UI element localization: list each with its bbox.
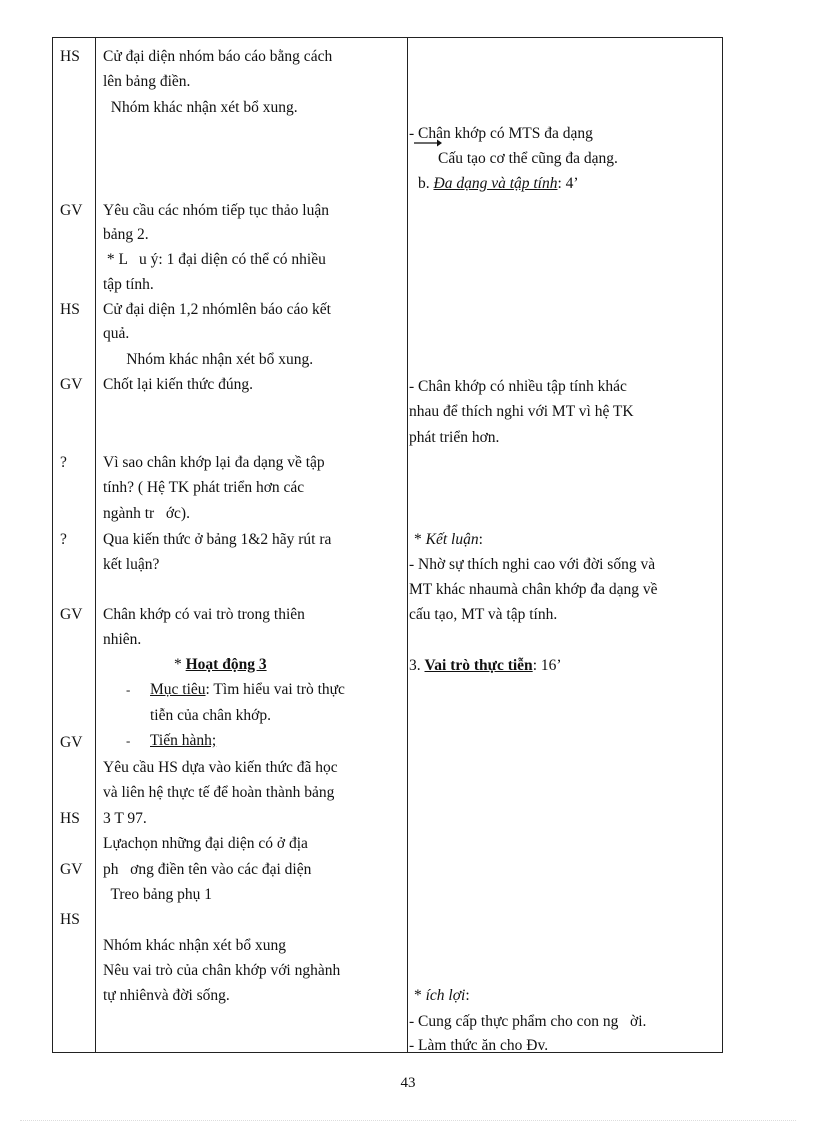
activity-text: Lựachọn những đại diện có ở địa	[103, 835, 308, 852]
subheading-suffix: : 16’	[532, 657, 562, 674]
colon-mark: :	[465, 987, 470, 1004]
content-text: cấu tạo, MT và tập tính.	[409, 606, 558, 623]
content-text: - Làm thức ăn cho Đv.	[409, 1037, 549, 1052]
page-number: 43	[400, 1075, 416, 1091]
objective-text: : Tìm hiểu vai trò thực	[205, 681, 345, 698]
procedure-label: Tiến hành;	[150, 732, 217, 749]
activity-text: lên bảng điền.	[103, 73, 191, 90]
column-divider-2	[407, 38, 408, 1052]
role-label: GV	[60, 202, 83, 219]
content-text: phát triển hơn.	[409, 429, 500, 446]
activity-text: ph ơng điền tên vào các đại diện	[103, 861, 312, 878]
activity-text: Nhóm khác nhận xét bổ xung.	[103, 351, 314, 368]
activity-text: Chân khớp có vai trò trong thiên	[103, 606, 305, 623]
role-label: ?	[60, 454, 67, 471]
content-text: - Cung cấp thực phẩm cho con ng ời.	[409, 1013, 647, 1030]
subheading-prefix: b.	[418, 175, 434, 192]
subheading-suffix: : 4’	[557, 175, 579, 192]
role-label: HS	[60, 810, 80, 827]
star-mark: *	[414, 987, 422, 1004]
activity-text: Nhóm khác nhận xét bổ xung	[103, 937, 286, 954]
role-label: GV	[60, 376, 83, 393]
activity-text: Nhóm khác nhận xét bổ xung.	[103, 99, 298, 116]
activity-text: tập tính.	[103, 276, 154, 293]
role-label: GV	[60, 734, 83, 751]
activity-heading-title: Hoạt động 3	[185, 656, 267, 673]
activity-text: Treo bảng phụ 1	[103, 886, 212, 903]
role-label: HS	[60, 48, 80, 65]
role-label: GV	[60, 606, 83, 623]
content-text: - Chân khớp có MTS đa dạng	[409, 125, 593, 142]
content-text: Cấu tạo cơ thể cũng đa dạng.	[438, 150, 618, 167]
activity-objective	[150, 678, 345, 703]
activity-text: tính? ( Hệ TK phát triển hơn các	[103, 479, 305, 496]
conclusion-heading	[414, 528, 483, 553]
bullet-dash: -	[126, 733, 131, 748]
benefit-heading	[414, 984, 470, 1009]
content-text: - Chân khớp có nhiều tập tính khác	[409, 378, 627, 395]
content-subheading	[409, 654, 562, 679]
activity-text: 3 T 97.	[103, 810, 147, 827]
activity-text: Cử đại diện 1,2 nhómlên báo cáo kết	[103, 301, 331, 318]
activity-text: * L u ý: 1 đại diện có thể có nhiều	[103, 251, 326, 268]
activity-text: Yêu cầu các nhóm tiếp tục thảo luận	[103, 202, 329, 219]
content-text: nhau để thích nghi với MT vì hệ TK	[409, 403, 634, 420]
column-divider-1	[95, 38, 96, 1052]
activity-text: Yêu cầu HS dựa vào kiến thức đã học	[103, 759, 338, 776]
activity-heading	[174, 653, 267, 678]
activity-text: Chốt lại kiến thức đúng.	[103, 376, 254, 393]
activity-text: tiễn của chân khớp.	[150, 707, 271, 724]
role-label: HS	[60, 301, 80, 318]
activity-text: bảng 2.	[103, 226, 149, 243]
content-text: MT khác nhaumà chân khớp đa dạng về	[409, 581, 658, 598]
objective-label: Mục tiêu	[150, 681, 206, 698]
activity-text: Nêu vai trò của chân khớp với nghành	[103, 962, 341, 979]
bullet-dash: -	[126, 682, 131, 697]
subheading-title: Đa dạng và tập tính	[433, 175, 558, 192]
star-mark: *	[414, 531, 422, 548]
activity-text: Qua kiến thức ở bảng 1&2 hãy rút ra	[103, 531, 332, 548]
activity-text: quả.	[103, 325, 130, 342]
activity-text: tự nhiênvà đời sống.	[103, 987, 230, 1004]
subheading-prefix: 3.	[409, 657, 425, 674]
conclusion-label: Kết luận	[425, 531, 479, 548]
content-subheading	[418, 172, 579, 197]
activity-text: Cử đại diện nhóm báo cáo bằng cách	[103, 48, 333, 65]
star-mark: *	[174, 656, 182, 673]
activity-text: và liên hệ thực tế để hoàn thành bảng	[103, 784, 335, 801]
benefit-label: ích lợi	[425, 987, 466, 1004]
activity-text: Vì sao chân khớp lại đa dạng về tập	[103, 454, 325, 471]
activity-text: kết luận?	[103, 556, 160, 573]
footer-divider	[20, 1120, 796, 1121]
activity-text: nhiên.	[103, 631, 142, 648]
content-text: - Nhờ sự thích nghi cao với đời sống và	[409, 556, 656, 573]
activity-text: ngành tr ớc).	[103, 505, 190, 522]
role-label: GV	[60, 861, 83, 878]
role-label: ?	[60, 531, 67, 548]
subheading-title: Vai trò thực tiễn	[424, 657, 533, 674]
colon-mark: :	[478, 531, 483, 548]
role-label: HS	[60, 911, 80, 928]
